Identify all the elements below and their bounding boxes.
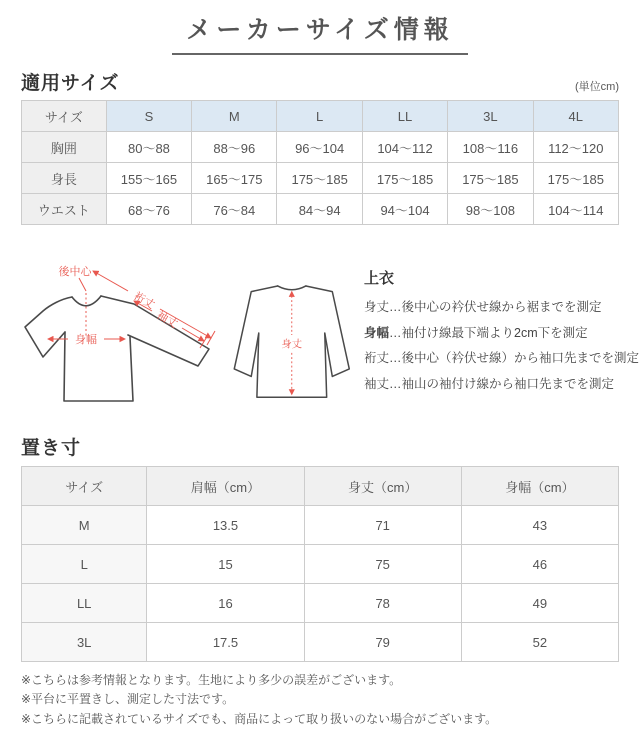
table-row bbox=[22, 623, 619, 662]
applicable-sizes-table bbox=[21, 100, 619, 225]
table-cell: 80〜88 bbox=[106, 132, 191, 163]
table-cell: 43 bbox=[461, 506, 618, 545]
column-header: LL bbox=[362, 101, 447, 132]
legend-term: 身幅 bbox=[364, 325, 390, 340]
table-cell: 96〜104 bbox=[277, 132, 362, 163]
flat-measurements-header bbox=[21, 433, 619, 460]
legend-line bbox=[364, 321, 639, 347]
legend-desc: …袖付け線最下端より2cm下を測定 bbox=[389, 325, 588, 340]
title-section bbox=[21, 8, 619, 55]
yuki-label: 裄丈 bbox=[131, 290, 157, 312]
row-label: 身長 bbox=[22, 163, 107, 194]
table-cell: 76〜84 bbox=[192, 194, 277, 225]
table-cell: 112〜120 bbox=[533, 132, 618, 163]
table-cell: 175〜185 bbox=[448, 163, 533, 194]
legend-line bbox=[364, 295, 639, 321]
table-row bbox=[22, 132, 619, 163]
table-cell: 13.5 bbox=[147, 506, 304, 545]
table-header-row bbox=[22, 101, 619, 132]
table-cell: 75 bbox=[304, 545, 461, 584]
corner-cell: サイズ bbox=[22, 467, 147, 506]
shirt-front-outline bbox=[25, 296, 209, 401]
table-cell: 46 bbox=[461, 545, 618, 584]
shirt-back-diagram bbox=[222, 251, 354, 419]
column-header: 3L bbox=[448, 101, 533, 132]
table-cell: 175〜185 bbox=[277, 163, 362, 194]
footnote: ※こちらは参考情報となります。生地により多少の誤差がございます。 bbox=[21, 673, 402, 687]
table-cell: 49 bbox=[461, 584, 618, 623]
column-header: S bbox=[106, 101, 191, 132]
applicable-sizes-header bbox=[21, 68, 619, 95]
table-cell: 104〜112 bbox=[362, 132, 447, 163]
table-cell: 108〜116 bbox=[448, 132, 533, 163]
yuki-arrow-upper bbox=[93, 271, 128, 291]
legend-term: 裄丈 bbox=[364, 351, 390, 366]
footnote: ※平台に平置きし、測定した寸法です。 bbox=[21, 692, 235, 707]
shirt-front-diagram bbox=[21, 251, 216, 419]
shirt-back-illustration bbox=[222, 251, 354, 419]
table-cell: 98〜108 bbox=[448, 194, 533, 225]
legend-line bbox=[364, 372, 639, 398]
legend-heading: 上衣 bbox=[364, 270, 395, 287]
unit-note: (単位cm) bbox=[575, 81, 619, 93]
footnote: ※こちらに記載されているサイズでも、商品によって取り扱いのない場合がございます。 bbox=[21, 711, 498, 726]
table-cell: 79 bbox=[304, 623, 461, 662]
table-cell: 94〜104 bbox=[362, 194, 447, 225]
table-cell: 104〜114 bbox=[533, 194, 618, 225]
legend-term: 袖丈 bbox=[364, 376, 390, 391]
column-header: 身幅（cm） bbox=[461, 467, 618, 506]
legend-desc: …後中心の衿伏せ線から裾までを測定 bbox=[389, 300, 602, 314]
legend-term: 身丈 bbox=[364, 300, 390, 314]
table-cell: 52 bbox=[461, 623, 618, 662]
column-header: 4L bbox=[533, 101, 618, 132]
row-label: 3L bbox=[22, 623, 147, 662]
table-cell: 78 bbox=[304, 584, 461, 623]
column-header: 身丈（cm） bbox=[304, 467, 461, 506]
table-cell: 88〜96 bbox=[192, 132, 277, 163]
table-cell: 84〜94 bbox=[277, 194, 362, 225]
table-header-row bbox=[22, 467, 619, 506]
table-cell: 68〜76 bbox=[106, 194, 191, 225]
corner-cell: サイズ bbox=[22, 101, 107, 132]
page-title: メーカーサイズ情報 bbox=[172, 8, 468, 55]
row-label: L bbox=[22, 545, 147, 584]
measurement-legend bbox=[364, 251, 639, 419]
row-label: ウエスト bbox=[22, 194, 107, 225]
table-cell: 175〜185 bbox=[533, 163, 618, 194]
table-row bbox=[22, 163, 619, 194]
footnotes bbox=[21, 671, 619, 729]
table-row bbox=[22, 584, 619, 623]
table-cell: 71 bbox=[304, 506, 461, 545]
body-length-label: 身丈 bbox=[281, 339, 303, 351]
table-row bbox=[22, 506, 619, 545]
table-cell: 16 bbox=[147, 584, 304, 623]
table-row bbox=[22, 545, 619, 584]
flat-measurements-table bbox=[21, 466, 619, 662]
table-cell: 165〜175 bbox=[192, 163, 277, 194]
table-cell: 175〜185 bbox=[362, 163, 447, 194]
row-label: 胸囲 bbox=[22, 132, 107, 163]
measurement-diagram-section bbox=[21, 251, 640, 419]
column-header: 肩幅（cm） bbox=[147, 467, 304, 506]
body-width-label: 身幅 bbox=[75, 334, 97, 346]
legend-desc: …後中心（衿伏せ線）から袖口先までを測定 bbox=[389, 351, 640, 366]
row-label: LL bbox=[22, 584, 147, 623]
shirt-front-illustration bbox=[21, 251, 216, 419]
flat-measurements-heading: 置き寸 bbox=[21, 438, 82, 459]
legend-desc: …袖山の袖付け線から袖口先までを測定 bbox=[389, 376, 615, 391]
back-center-label: 後中心 bbox=[58, 266, 92, 278]
table-cell: 15 bbox=[147, 545, 304, 584]
back-center-pointer-line bbox=[79, 278, 86, 291]
row-label: M bbox=[22, 506, 147, 545]
table-row bbox=[22, 194, 619, 225]
table-cell: 155〜165 bbox=[106, 163, 191, 194]
column-header: L bbox=[277, 101, 362, 132]
column-header: M bbox=[192, 101, 277, 132]
legend-line bbox=[364, 346, 639, 372]
table-cell: 17.5 bbox=[147, 623, 304, 662]
applicable-sizes-heading: 適用サイズ bbox=[21, 73, 120, 94]
yuki-end-tick bbox=[207, 331, 215, 345]
sleeve-length-label: 袖丈 bbox=[154, 309, 180, 331]
